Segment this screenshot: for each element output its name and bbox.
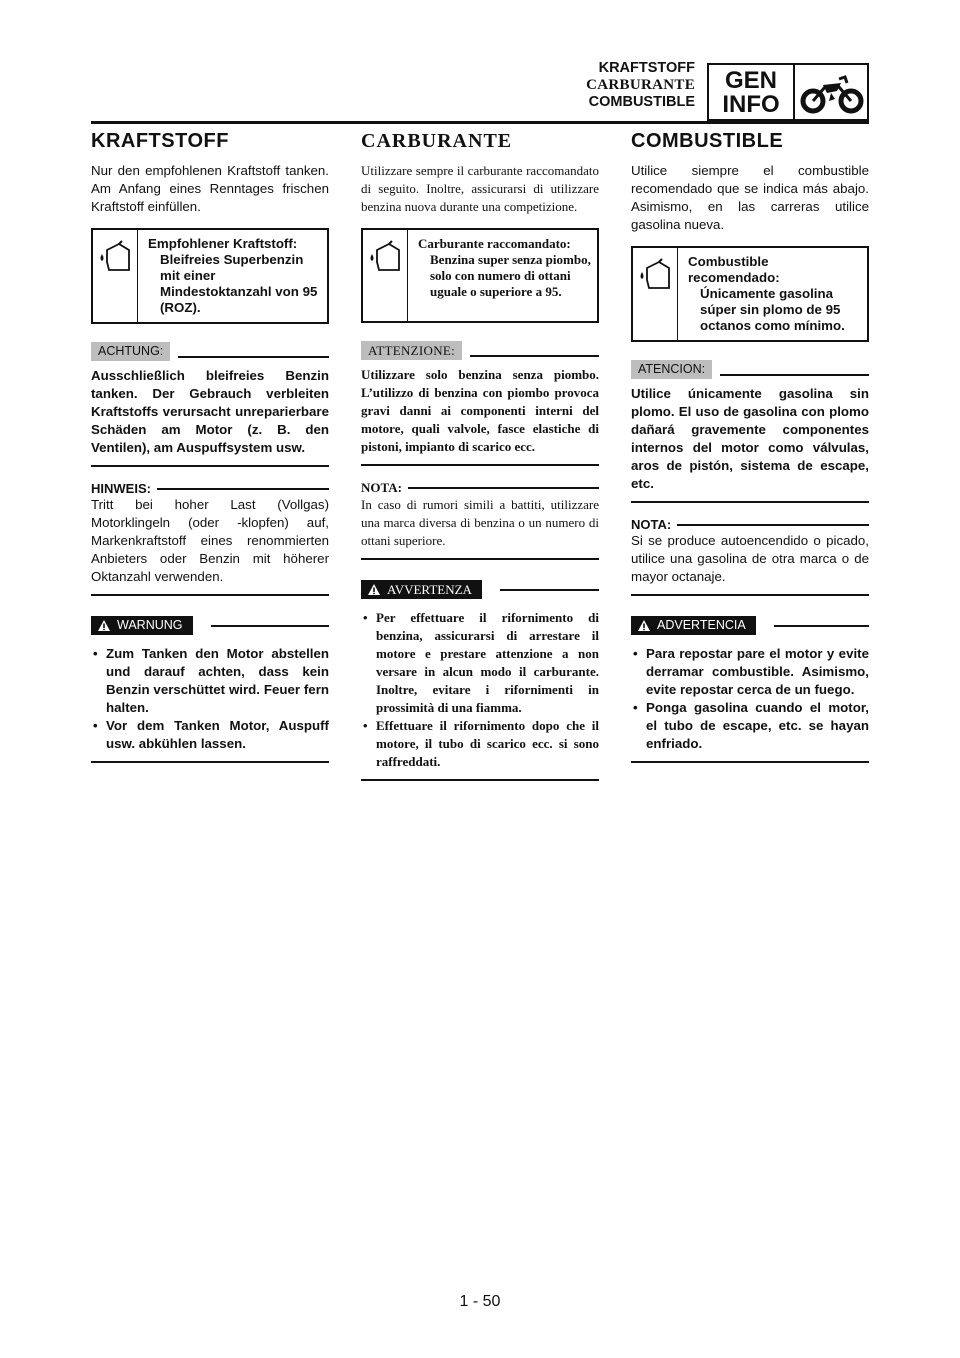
- caution-text: Ausschließlich bleifreies Benzin tanken. Der Gebrauch verbleiten Kraftstoffs verursacht unreparierbare Schäden am Motor (z. B. den Ventilen), am Auspuffsystem usw.: [91, 368, 329, 455]
- warning-label-text: ADVERTENCIA: [657, 618, 746, 632]
- divider: [361, 779, 599, 781]
- note-text: Si se produce autoencendido o picado, utilice una gasolina de otra marca o de mayor octanaje.: [631, 533, 869, 584]
- spec-value: Bleifreies Superbenzin mit einer Mindestoktanzahl von 95 (ROZ).: [160, 252, 318, 315]
- divider: [178, 356, 329, 358]
- column-german: [91, 130, 329, 763]
- caution-text: Utilice únicamente gasolina sin plomo. El uso de gasolina con plomo dañará gravemente componentes internos del motor como válvulas, aros de pistón, sistema de escape, etc.: [631, 386, 869, 491]
- gen-info-badge: [707, 63, 795, 121]
- note-label: HINWEIS:: [91, 481, 151, 496]
- fuel-can-icon: [363, 230, 408, 321]
- divider: [408, 487, 599, 489]
- badge-line-1: GEN: [724, 67, 777, 94]
- motorcycle-icon: [795, 63, 869, 121]
- intro-text: Nur den empfohlenen Kraftstoff tanken. Am Anfang eines Renntages frischen Kraftstoff einfüllen.: [91, 163, 329, 214]
- caution-label: ATENCION:: [631, 360, 712, 379]
- column-spanish: [631, 130, 869, 763]
- warning-label: [361, 580, 482, 599]
- spec-box: [631, 246, 869, 342]
- section-title: COMBUSTIBLE: [631, 130, 784, 152]
- note-label: NOTA:: [631, 517, 672, 532]
- divider: [500, 589, 599, 591]
- column-italian: [361, 130, 599, 781]
- divider: [677, 524, 869, 526]
- divider: [91, 761, 329, 763]
- warning-item: • Vor dem Tanken Motor, Auspuff usw. abkühlen lassen.: [91, 717, 329, 753]
- caution-label: ACHTUNG:: [91, 342, 170, 361]
- spec-label: Carburante raccomandato:: [418, 236, 571, 251]
- divider: [631, 761, 869, 763]
- warning-item: • Effettuare il rifornimento dopo che il motore, il tubo di scarico ecc. si sono raffreddati.: [361, 717, 599, 771]
- divider: [361, 464, 599, 466]
- warning-list: [631, 645, 869, 753]
- warning-triangle-icon: [367, 583, 381, 596]
- divider: [91, 594, 329, 596]
- warning-triangle-icon: [637, 619, 651, 632]
- intro-text: Utilizzare sempre il carburante raccomandato di seguito. Inoltre, assicurarsi di utilizzare benzina nuova durante una competizione.: [361, 163, 599, 214]
- spec-label: Empfohlener Kraftstoff:: [148, 236, 298, 251]
- divider: [211, 625, 329, 627]
- note-text: Tritt bei hoher Last (Vollgas) Motorklingeln (oder -klopfen) auf, Markenkraftstoff eines renommierten Anbieters oder Benzin mit höherer Oktanzahl verwenden.: [91, 497, 329, 584]
- warning-label: [631, 616, 756, 635]
- header-label-it: CARBURANTE: [586, 77, 695, 93]
- caution-text: Utilizzare solo benzina senza piombo. L’utilizzo di benzina con piombo provoca gravi danni ai componenti interni del motore, quali valvole, fasce elastiche di pistoni, impianto di scarico ecc.: [361, 367, 599, 454]
- warning-list: [91, 645, 329, 753]
- spec-value: Benzina super senza piombo, solo con numero di ottani uguale o superiore a 95.: [430, 252, 591, 299]
- fuel-can-icon: [633, 248, 678, 340]
- note-label: NOTA:: [361, 480, 402, 495]
- badge-line-2: INFO: [722, 91, 780, 118]
- note-text: In caso di rumori simili a battiti, utilizzare una marca diversa di benzina o un numero di ottani superiore.: [361, 497, 599, 548]
- header-label-es: COMBUSTIBLE: [588, 94, 695, 110]
- spec-box: [91, 228, 329, 324]
- divider: [631, 594, 869, 596]
- warning-label-text: WARNUNG: [117, 618, 183, 632]
- warning-label-text: AVVERTENZA: [387, 582, 472, 597]
- warning-triangle-icon: [97, 619, 111, 632]
- header-label-de: KRAFTSTOFF: [598, 60, 695, 76]
- caution-label: ATTENZIONE:: [361, 341, 462, 360]
- spec-label: Combustible recomendado:: [688, 254, 780, 285]
- spec-value: Únicamente gasolina súper sin plomo de 95 octanos como mínimo.: [700, 286, 845, 333]
- divider: [470, 355, 599, 357]
- divider: [361, 558, 599, 560]
- section-header-labels: [586, 60, 695, 111]
- divider: [91, 465, 329, 467]
- spec-box: [361, 228, 599, 323]
- section-title: CARBURANTE: [361, 130, 513, 152]
- warning-item: • Per effettuare il rifornimento di benzina, assicurarsi di arrestare il motore e prestare attenzione a non versare in alcun modo il carburante. Inoltre, evitare i rifornimenti in prossimità di una fiamma.: [361, 609, 599, 717]
- intro-text: Utilice siempre el combustible recomendado que se indica más abajo. Asimismo, en las carreras utilice gasolina nueva.: [631, 163, 869, 232]
- fuel-can-icon: [93, 230, 138, 322]
- page-number: 1 - 50: [459, 1293, 501, 1310]
- warning-item: • Para repostar pare el motor y evite derramar combustible. Asimismo, evite repostar cerca de un fuego.: [631, 645, 869, 699]
- warning-item: • Ponga gasolina cuando el motor, el tubo de escape, etc. se hayan enfriado.: [631, 699, 869, 753]
- divider: [774, 625, 869, 627]
- warning-label: [91, 616, 193, 635]
- divider: [631, 501, 869, 503]
- divider: [157, 488, 329, 490]
- section-title: KRAFTSTOFF: [91, 130, 229, 152]
- warning-list: [361, 609, 599, 771]
- header-rule: [91, 121, 869, 124]
- warning-item: • Zum Tanken den Motor abstellen und darauf achten, dass kein Benzin verschüttet wird. Feuer fern halten.: [91, 645, 329, 717]
- divider: [720, 374, 869, 376]
